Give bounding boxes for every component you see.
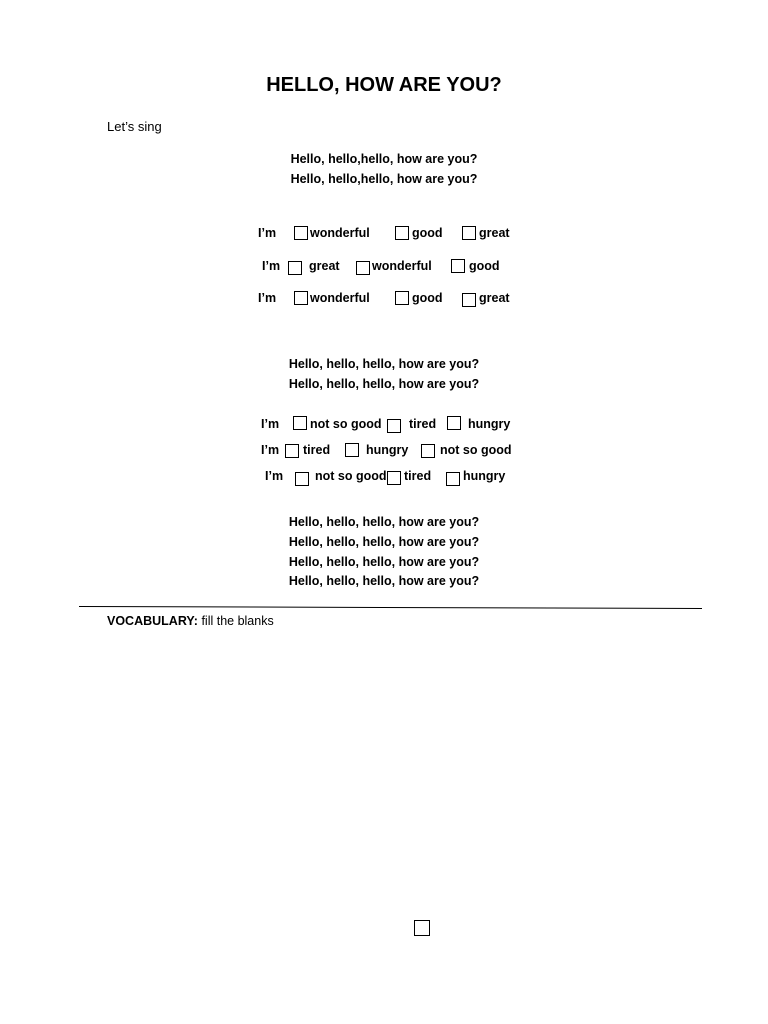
- checkbox[interactable]: [446, 472, 460, 486]
- checkbox[interactable]: [421, 444, 435, 458]
- option-label: good: [412, 226, 443, 240]
- checkbox[interactable]: [387, 471, 401, 485]
- checkbox[interactable]: [447, 416, 461, 430]
- checkbox[interactable]: [462, 226, 476, 240]
- row-prefix: I’m: [258, 291, 277, 305]
- lyric-line: Hello, hello,hello, how are you?: [290, 152, 478, 166]
- option-label: good: [469, 259, 500, 273]
- checkbox[interactable]: [285, 444, 299, 458]
- checkbox[interactable]: [356, 261, 370, 275]
- lyric-line: Hello, hello, hello, how are you?: [288, 357, 480, 371]
- checkbox[interactable]: [387, 419, 401, 433]
- option-label: tired: [404, 469, 432, 483]
- option-label: great: [479, 226, 510, 240]
- option-label: hungry: [463, 469, 506, 483]
- checkbox[interactable]: [295, 472, 309, 486]
- checkbox[interactable]: [395, 291, 409, 305]
- checkbox[interactable]: [294, 226, 308, 240]
- checkbox[interactable]: [462, 293, 476, 307]
- page-title: HELLO, HOW ARE YOU?: [266, 74, 502, 96]
- option-label: great: [479, 291, 510, 305]
- checkbox[interactable]: [414, 920, 430, 936]
- option-label: not so good: [440, 443, 512, 457]
- option-label: wonderful: [372, 259, 432, 273]
- checkbox[interactable]: [451, 259, 465, 273]
- option-label: not so good: [310, 417, 382, 431]
- checkbox[interactable]: [294, 291, 308, 305]
- vocabulary-instruction: fill the blanks: [197, 614, 274, 628]
- option-label: good: [412, 291, 443, 305]
- option-label: wonderful: [310, 291, 370, 305]
- lyric-line: Hello, hello, hello, how are you?: [288, 377, 480, 391]
- option-label: tired: [409, 417, 437, 431]
- option-label: wonderful: [310, 226, 370, 240]
- checkbox[interactable]: [288, 261, 302, 275]
- row-prefix: I’m: [262, 259, 281, 273]
- checkbox[interactable]: [345, 443, 359, 457]
- row-prefix: I’m: [265, 469, 284, 483]
- row-prefix: I’m: [261, 443, 280, 457]
- section-divider: [79, 606, 702, 609]
- option-label: not so good: [315, 469, 387, 483]
- row-prefix: I’m: [258, 226, 277, 240]
- lyric-line: Hello, hello, hello, how are you?: [288, 515, 480, 529]
- lyric-line: Hello, hello, hello, how are you?: [288, 555, 480, 569]
- lyric-line: Hello, hello, hello, how are you?: [288, 574, 480, 588]
- lyric-line: Hello, hello, hello, how are you?: [288, 535, 480, 549]
- checkbox[interactable]: [395, 226, 409, 240]
- option-label: hungry: [366, 443, 409, 457]
- row-prefix: I’m: [261, 417, 280, 431]
- vocabulary-label: VOCABULARY:: [107, 614, 198, 628]
- option-label: great: [309, 259, 340, 273]
- lyric-line: Hello, hello,hello, how are you?: [290, 172, 478, 186]
- checkbox[interactable]: [293, 416, 307, 430]
- vocabulary-heading: [107, 614, 274, 628]
- option-label: hungry: [468, 417, 511, 431]
- intro-text: Let’s sing: [107, 119, 162, 134]
- option-label: tired: [303, 443, 331, 457]
